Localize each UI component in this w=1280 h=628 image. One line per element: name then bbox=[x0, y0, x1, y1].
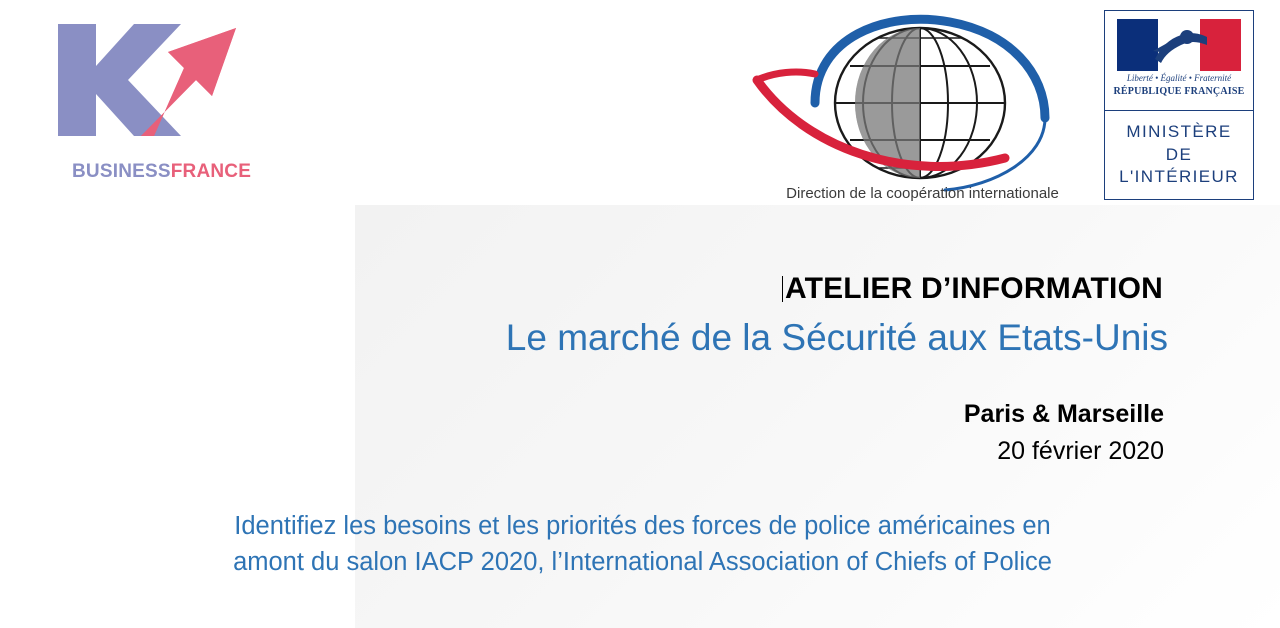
ministry-line-1: MINISTÈRE bbox=[1126, 122, 1232, 142]
business-france-wordmark bbox=[72, 161, 251, 183]
ministry-line-2: DE bbox=[1165, 144, 1193, 164]
slide-eyebrow-title bbox=[0, 272, 1163, 306]
business-france-word-blue: BUSINESS bbox=[72, 161, 171, 182]
slide-eyebrow-text: ATELIER D’INFORMATION bbox=[784, 272, 1163, 305]
ministry-republic-block bbox=[1105, 11, 1253, 111]
marianne-icon bbox=[1151, 21, 1211, 67]
cooperation-globe-logo bbox=[745, 8, 1095, 208]
slide-venue: Paris & Marseille bbox=[963, 400, 1164, 428]
slide-tagline-line-1: Identifiez les besoins et les priorités des forces de police américaines en bbox=[234, 512, 1051, 540]
slide-main-title: Le marché de la Sécurité aux Etats-Unis bbox=[505, 317, 1168, 358]
business-france-word-pink: FRANCE bbox=[170, 161, 252, 182]
ministry-name-block bbox=[1105, 111, 1253, 199]
text-caret bbox=[782, 276, 783, 302]
globe-caption: Direction de la coopération internationale bbox=[786, 185, 1059, 202]
slide-tagline bbox=[20, 508, 1265, 580]
globe-icon bbox=[745, 8, 1095, 208]
business-france-mark-icon bbox=[36, 18, 251, 138]
slide-date: 20 février 2020 bbox=[997, 437, 1164, 465]
ministry-republic-label: RÉPUBLIQUE FRANÇAISE bbox=[1113, 86, 1245, 97]
ministry-line-3: L'INTÉRIEUR bbox=[1119, 167, 1239, 187]
business-france-logo bbox=[36, 18, 286, 182]
slide-tagline-line-2: amont du salon IACP 2020, l’International Association of Chiefs of Police bbox=[233, 548, 1052, 577]
ministry-interieur-logo bbox=[1104, 10, 1254, 200]
ministry-devise: Liberté • Égalité • Fraternité bbox=[1126, 73, 1232, 83]
